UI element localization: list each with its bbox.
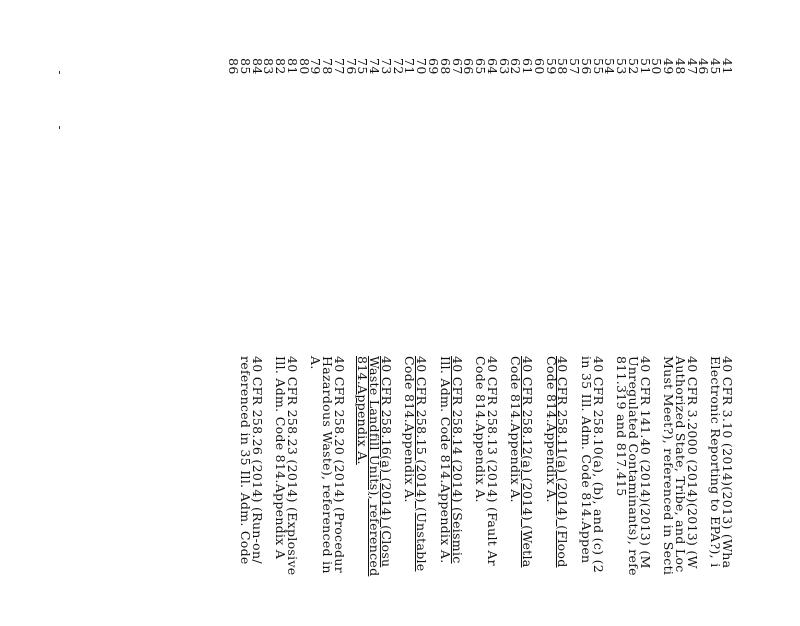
line-number: 46 [696,58,712,75]
body-text-line: 811.319 and 817.415 [614,356,630,497]
body-text-line: 40 CFR 258.11(a) (2014) (Flood [555,356,571,568]
line-number: 79 [308,58,324,75]
body-text-line: 40 CFR 258.13 (2014) (Fault Ar [484,356,500,566]
line-number: 71 [402,58,418,75]
line-number: 84 [249,58,265,75]
line-number: 78 [320,58,336,75]
body-text-line: A. [308,356,324,370]
body-text-line: 40 CFR 258.10(a), (b), and (c) (2 [590,356,606,574]
line-number: 49 [661,58,677,75]
line-number: 69 [426,58,441,75]
body-text-line: Electronic Reporting to EPA?), i [708,356,724,568]
body-text-line: 40 CFR 258.15 (2014) (Unstable [414,356,430,572]
body-text-line: 40 CFR 3.2000 (2014)(2013) (W [684,356,700,569]
line-number: 56 [578,58,594,75]
line-number: 48 [672,58,688,75]
body-text-line: Waste Landfill Units), referenced [367,356,383,577]
line-number: 65 [473,58,489,75]
body-text-line: 40 CFR 258.20 (2014) (Procedur [331,356,347,573]
line-number: 57 [567,58,583,75]
line-number: 82 [273,58,289,75]
line-number: 55 [590,58,606,75]
line-number: 61 [520,58,536,75]
body-text-line: in 35 Ill. Adm. Code 814.Appen [578,356,594,564]
line-number: 77 [331,58,347,75]
body-text-line: 40 CFR 258.12(a) (2014) (Wetla [520,356,536,568]
line-number: 75 [355,58,371,75]
body-text-line: Code 814.Appendix A. [508,356,524,503]
body-text-line: 814.Appendix A. [355,356,371,465]
line-number: 86 [226,58,242,75]
body-text-line: Code 814.Appendix A. [402,356,418,503]
line-number: 62 [508,58,524,75]
body-text-line: 40 CFR 258.26 (2014) (Run-on/ [249,356,265,564]
body-text-line: Authorized State, Tribe, and Loc [672,356,688,573]
body-text-line: Ill. Adm. Code 814.Appendix A. [437,356,453,564]
body-text-line: referenced in 35 Ill. Adm. Code [237,356,253,565]
line-number: 60 [531,58,547,75]
line-number: 68 [437,58,453,75]
line-number: 63 [496,58,512,75]
body-text-line: Hazardous Waste), referenced in [320,356,336,574]
body-text-line: 40 CFR 258.23 (2014) (Explosive [284,356,300,576]
line-number: 47 [684,58,700,75]
line-number: 41 [720,58,735,75]
line-number: 76 [343,58,359,75]
body-text-line: Unregulated Contaminants), refe [625,356,641,576]
line-number: 45 [708,58,724,75]
line-number: 80 [296,58,312,75]
body-text-line: Ill. Adm. Code 814.Appendix A [273,356,289,560]
margin-tick [59,71,60,74]
line-number: 74 [367,58,383,75]
line-number: 64 [484,58,500,75]
body-text-line: 40 CFR 141.40 (2014)(2013) (M [637,356,653,569]
line-number: 72 [390,58,406,75]
line-number: 59 [543,58,559,75]
body-text-line: Code 814.Appendix A. [543,356,559,503]
body-text-line: Must Meet?), referenced in Secti [661,356,677,576]
margin-tick [59,126,60,129]
line-number: 54 [602,58,618,75]
line-number: 66 [461,58,477,75]
line-number: 81 [284,58,300,75]
body-text-line: 40 CFR 3.10 (2014)(2013) (Wha [720,356,735,569]
line-number: 85 [237,58,253,75]
body-text-line: 40 CFR 258.16(a) (2014) (Closu [378,356,394,568]
line-number: 73 [378,58,394,75]
line-number: 83 [261,58,277,75]
line-number: 53 [614,58,630,75]
body-text-line: Code 814.Appendix A. [473,356,489,503]
line-number: 67 [449,58,465,75]
line-number: 70 [414,58,430,75]
line-number: 51 [637,58,653,75]
line-number: 58 [555,58,571,75]
line-number: 52 [625,58,641,75]
line-number: 50 [649,58,665,75]
body-text-line: 40 CFR 258.14 (2014) (Seismic [449,356,465,564]
